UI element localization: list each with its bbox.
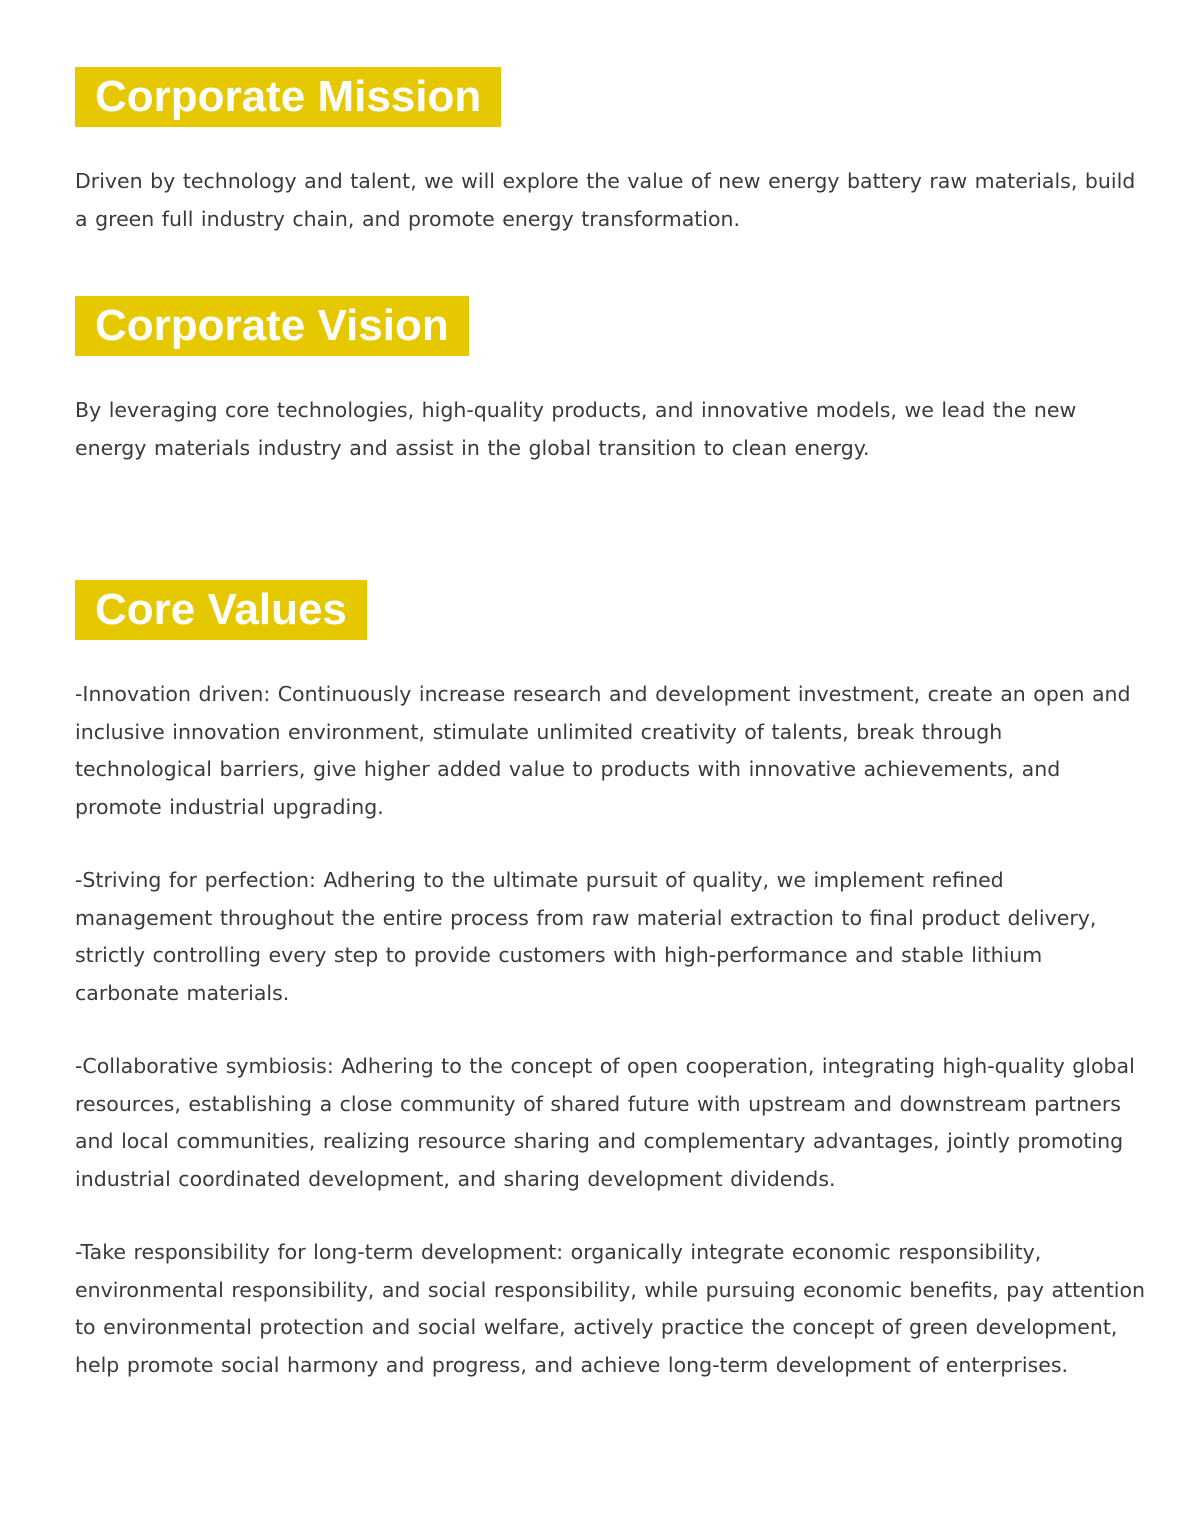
mission-heading: Corporate Mission bbox=[75, 67, 501, 127]
value-item-innovation: -Innovation driven: Continuously increase research and development investment, create an open and inclusive innovation environment, stimulate unlimited creativity of talents, break through technological barriers, give higher added value to products with innovative achievements, and promote industrial upgrading. bbox=[75, 682, 1131, 819]
value-item-responsibility: -Take responsibility for long-term development: organically integrate economic responsibility, environmental responsibility, and social responsibility, while pursuing economic benefits, pay attention to environmental protection and social welfare, actively practice the concept of green development, help promote social harmony and progress, and achieve long-term development of enterprises. bbox=[75, 1240, 1146, 1377]
values-section bbox=[75, 580, 1145, 1384]
vision-text: By leveraging core technologies, high-quality products, and innovative models, we lead the new energy materials industry and assist in the global transition to clean energy. bbox=[75, 398, 1077, 460]
values-heading: Core Values bbox=[75, 580, 367, 640]
mission-section bbox=[75, 67, 1145, 238]
vision-heading: Corporate Vision bbox=[75, 296, 469, 356]
mission-text: Driven by technology and talent, we will explore the value of new energy battery raw materials, build a green full industry chain, and promote energy transformation. bbox=[75, 169, 1136, 231]
vision-section bbox=[75, 296, 1145, 467]
values-list bbox=[75, 676, 1145, 1384]
value-item-perfection: -Striving for perfection: Adhering to the ultimate pursuit of quality, we implement refined management throughout the entire process from raw material extraction to final product delivery, strictly controlling every step to provide customers with high-performance and stable lithium carbonate materials. bbox=[75, 868, 1097, 1005]
value-item-symbiosis: -Collaborative symbiosis: Adhering to the concept of open cooperation, integrating high-quality global resources, establishing a close community of shared future with upstream and downstream partners and local communities, realizing resource sharing and complementary advantages, jointly promoting industrial coordinated development, and sharing development dividends. bbox=[75, 1054, 1135, 1191]
